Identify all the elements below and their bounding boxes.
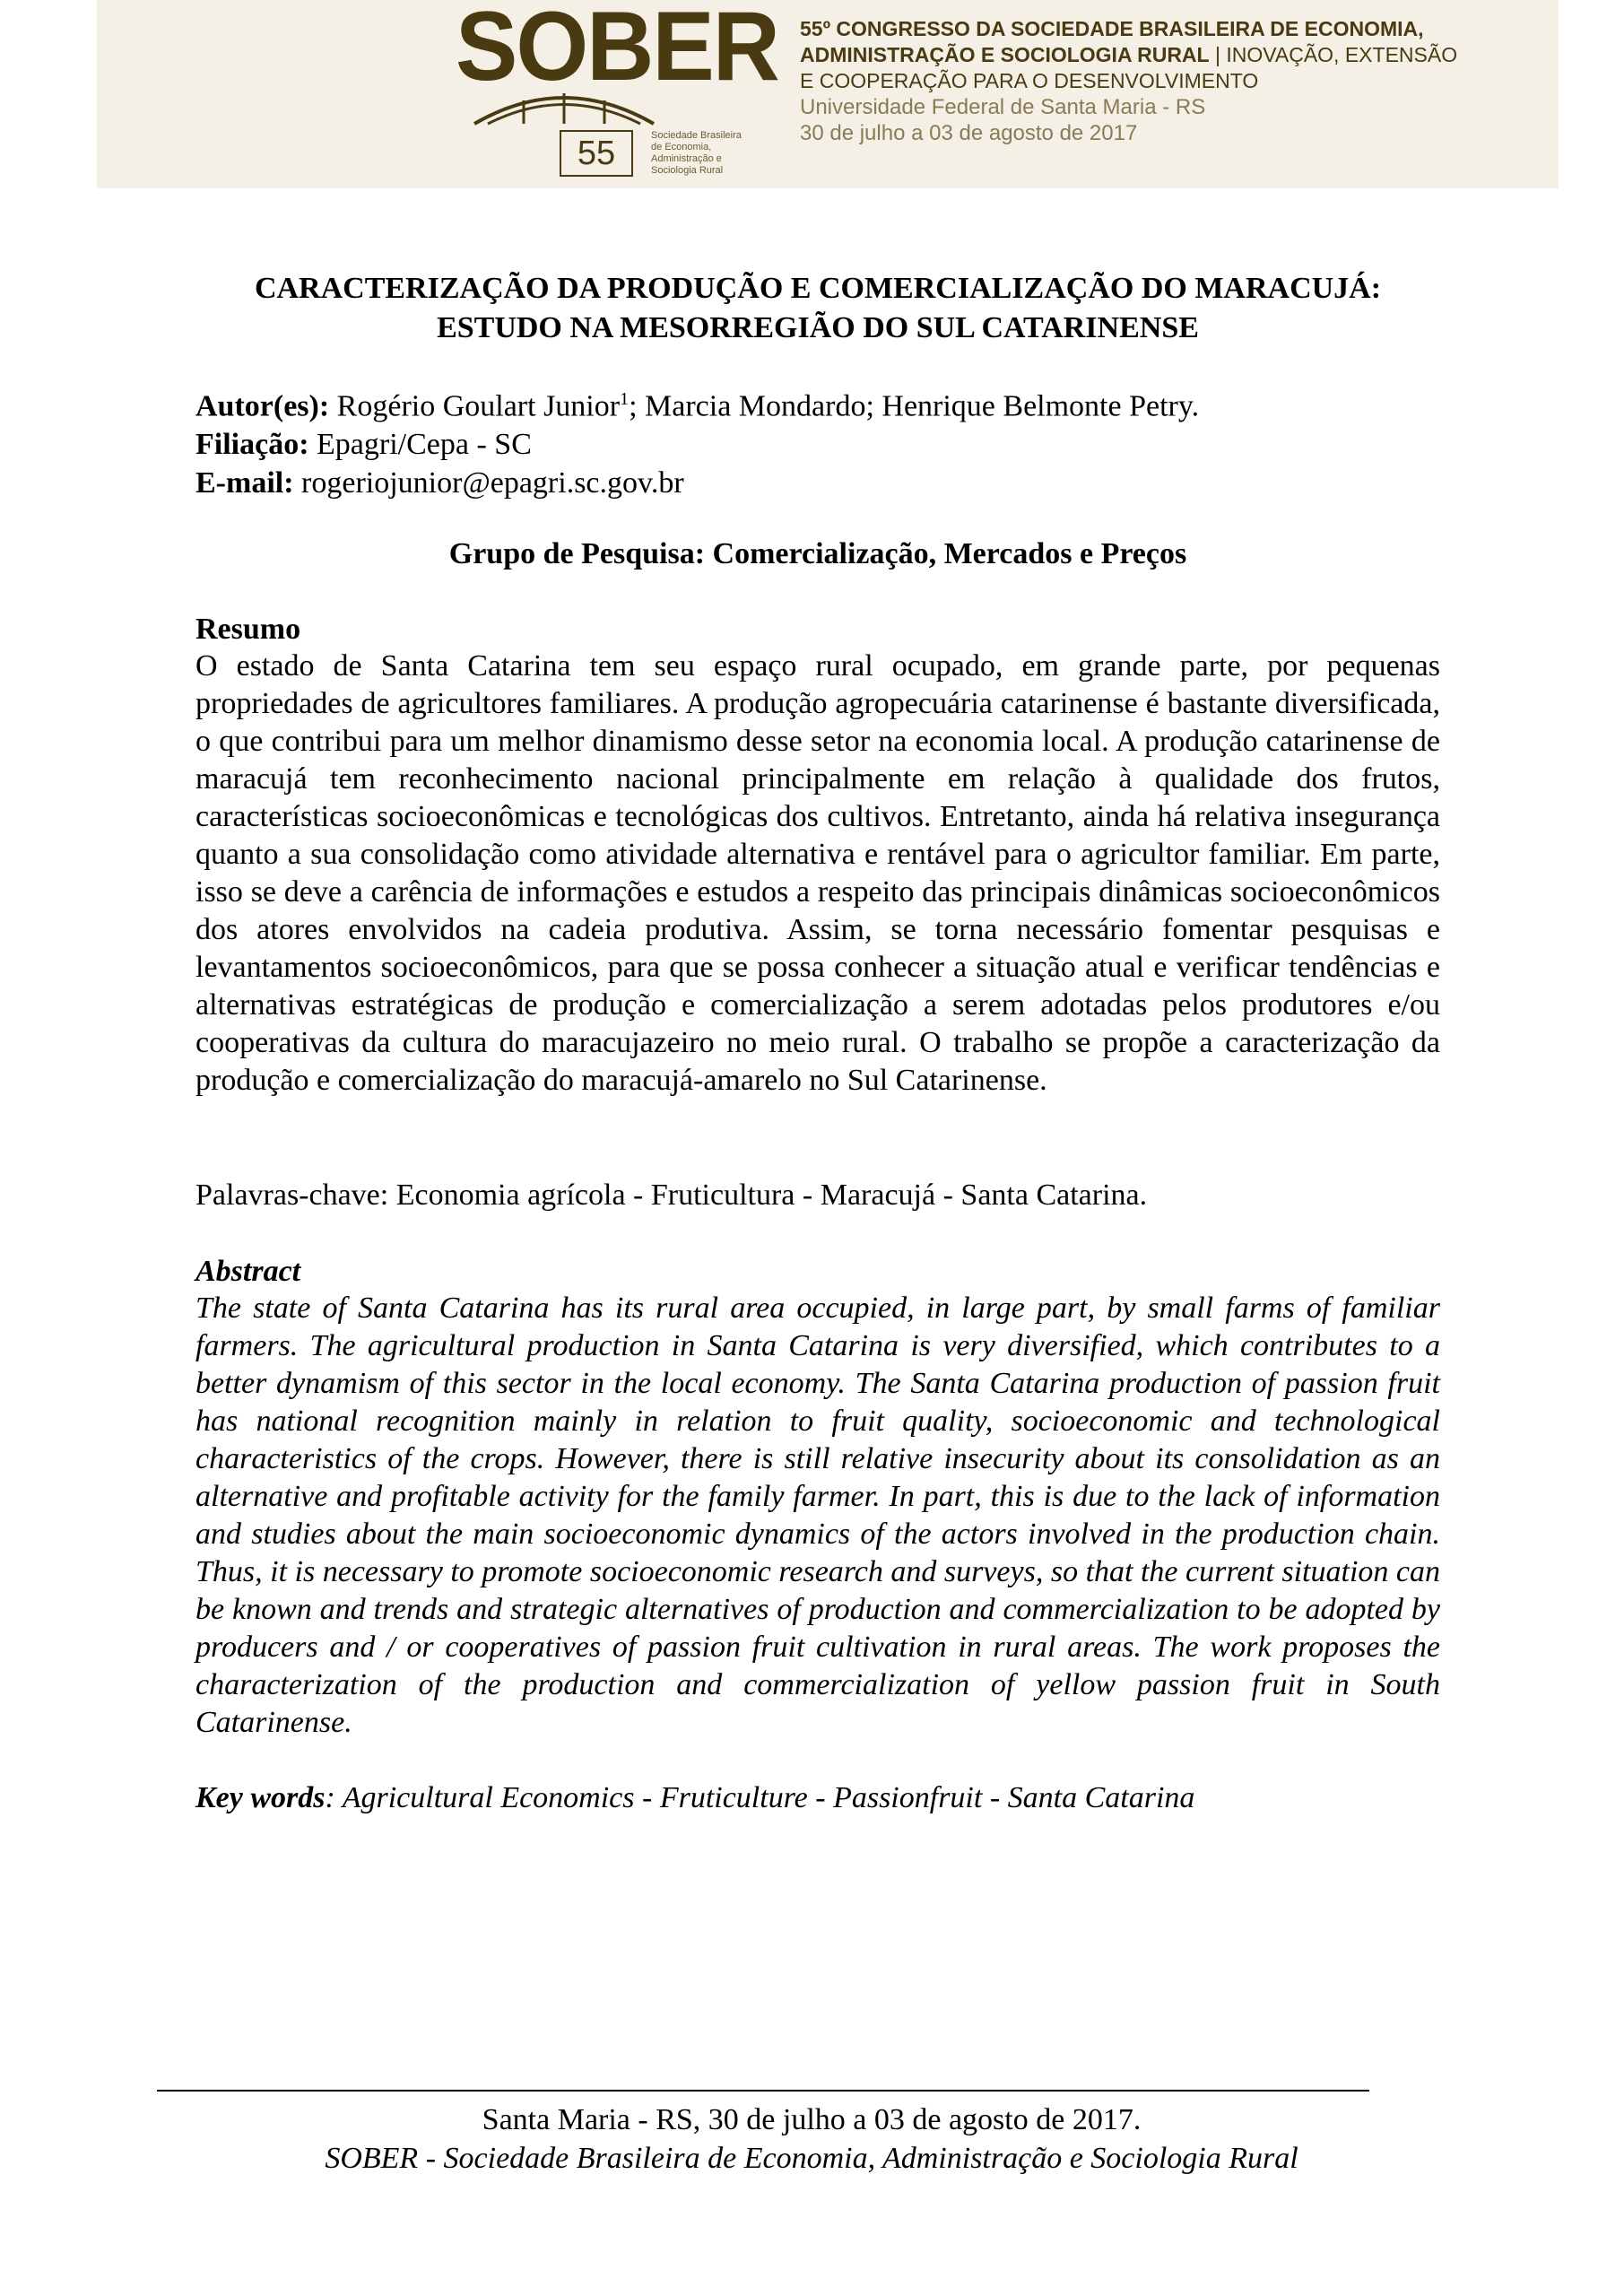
abstract-text: The state of Santa Catarina has its rural area occupied, in large part, by small farms of familiar farmers. The agricultural production in Santa Catarina is very diversified, which contributes to a better dynamism of this sector in the local economy. The Santa Catarina production of passion fruit has national recognition mainly in relation to fruit quality, socioeconomic and technological characteristics of the crops. However, there is still relative insecurity about its consolidation as an alternative and profitable activity for the family farmer. In part, this is due to the lack of information and studies about the main socioeconomic dynamics of the actors involved in the production chain. Thus, it is necessary to promote socioeconomic research and surveys, so that the current situation can be known and trends and strategic alternatives of production and commercialization to be adopted by producers and / or cooperatives of passion fruit cultivation in rural areas. The work proposes the characterization of the production and commercialization of yellow passion fruit in South Catarinense. xyxy=(195,1292,1440,1739)
conference-name-line2: ADMINISTRAÇÃO E SOCIOLOGIA RURAL | INOVAÇÃO, EXTENSÃO xyxy=(800,43,1458,66)
conference-dates: 30 de julho a 03 de agosto de 2017 xyxy=(800,121,1138,145)
conference-info xyxy=(800,16,1571,146)
affiliation: Filiação: Epagri/Cepa - SC xyxy=(195,428,532,462)
email: E-mail: rogeriojunior@epagri.sc.gov.br xyxy=(195,466,684,500)
keywords-pt: Palavras-chave: Economia agrícola - Fruticultura - Maracujá - Santa Catarina. xyxy=(195,1178,1148,1212)
conference-banner xyxy=(97,0,1559,188)
logo-arch-icon xyxy=(470,81,658,126)
logo-org-name: Sociedade Brasileira de Economia, Administração e Sociologia Rural xyxy=(651,130,742,176)
conference-venue: Universidade Federal de Santa Maria - RS xyxy=(800,95,1206,119)
keywords-en: Key words: Agricultural Economics - Fruticulture - Passionfruit - Santa Catarina xyxy=(195,1781,1195,1814)
authors: Autor(es): Rogério Goulart Junior$^1$; Marcia Mondardo; Henrique Belmonte Petry. xyxy=(195,389,1200,423)
conference-name-line3: E COOPERAÇÃO PARA O DESENVOLVIMENTO xyxy=(800,69,1259,92)
footer-organization: SOBER - Sociedade Brasileira de Economia, Administração e Sociologia Rural xyxy=(325,2142,1298,2175)
logo-text: SOBER xyxy=(456,0,778,101)
page-footer xyxy=(157,2100,1466,2178)
conference-name-line1: 55º CONGRESSO DA SOCIEDADE BRASILEIRA DE ECONOMIA, xyxy=(800,17,1424,40)
logo-number: 55 xyxy=(560,130,633,177)
footer-location: Santa Maria - RS, 30 de julho a 03 de agosto de 2017. xyxy=(482,2103,1142,2136)
research-group: Grupo de Pesquisa: Comercialização, Mercados e Preços xyxy=(448,537,1187,570)
resumo-text: O estado de Santa Catarina tem seu espaço rural ocupado, em grande parte, por pequenas propriedades de agricultores familiares. A produção agropecuária catarinense é bastante diversificada, o que contribui para um melhor dinamismo desse setor na economia local. A produção catarinense de maracujá tem reconhecimento nacional principalmente em relação à qualidade dos frutos, características socioeconômicas e tecnológicas dos cultivos. Entretanto, ainda há relativa insegurança quanto a sua consolidação como atividade alternativa e rentável para o agricultor familiar. Em parte, isso se deve a carência de informações e estudos a respeito das principais dinâmicas socioeconômicos dos atores envolvidos na cadeia produtiva. Assim, se torna necessário fomentar pesquisas e levantamentos socioeconômicos, para que se possa conhecer a situação atual e verificar tendências e alternativas estratégicas de produção e comercialização a serem adotadas pelos produtores e/ou cooperativas da cultura do maracujazeiro no meio rural. O trabalho se propõe a caracterização da produção e comercialização do maracujá-amarelo no Sul Catarinense. xyxy=(195,649,1440,1097)
paper-meta xyxy=(195,380,1440,502)
sober-logo xyxy=(456,0,778,184)
resumo-heading: Resumo xyxy=(195,613,301,646)
abstract-heading: Abstract xyxy=(195,1255,301,1288)
footer-divider xyxy=(157,2090,1369,2092)
paper-title: CARACTERIZAÇÃO DA PRODUÇÃO E COMERCIALIZAÇÃO DO MARACUJÁ: ESTUDO NA MESORREGIÃO DO SUL CATARINENSE xyxy=(254,272,1382,344)
